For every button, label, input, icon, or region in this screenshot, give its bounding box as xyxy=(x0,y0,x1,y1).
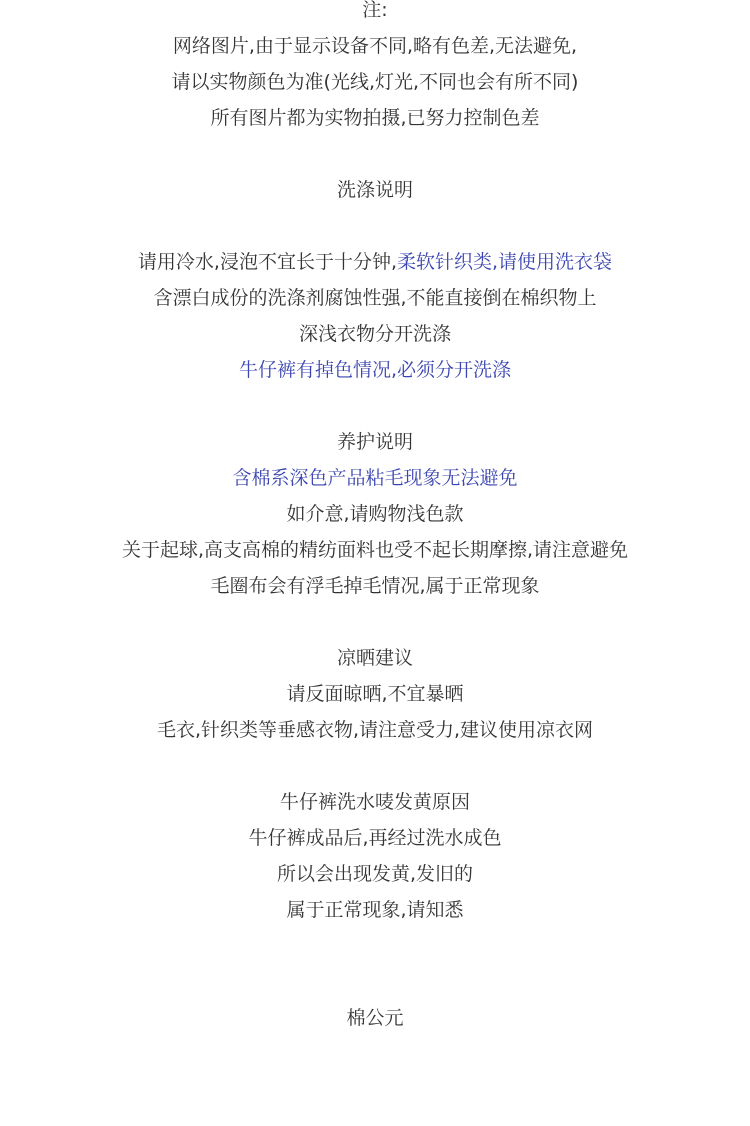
drying-title: 凉晒建议 xyxy=(336,647,413,669)
washing-line-1-highlight: 柔软针织类,请使用洗衣袋 xyxy=(397,251,613,273)
washing-line-1 xyxy=(0,248,750,276)
note-line-1: 网络图片,由于显示设备不同,略有色差,无法避免, xyxy=(172,35,578,57)
jeans-title: 牛仔裤洗水唛发黄原因 xyxy=(279,791,470,813)
care-line-2: 如介意,请购物浅色款 xyxy=(286,503,464,525)
care-title: 养护说明 xyxy=(336,431,413,453)
washing-line-1-plain: 请用冷水,浸泡不宜长于十分钟, xyxy=(137,251,398,273)
washing-line-3: 深浅衣物分开洗涤 xyxy=(298,323,451,345)
washing-line-4: 牛仔裤有掉色情况,必须分开洗涤 xyxy=(238,359,512,381)
washing-line-2: 含漂白成份的洗涤剂腐蚀性强,不能直接倒在棉织物上 xyxy=(153,287,597,309)
care-line-1: 含棉系深色产品粘毛现象无法避免 xyxy=(232,467,518,489)
drying-line-1: 请反面晾晒,不宜暴晒 xyxy=(286,683,464,705)
jeans-line-2: 所以会出现发黄,发旧的 xyxy=(276,863,474,885)
drying-line-2: 毛衣,针织类等垂感衣物,请注意受力,建议使用凉衣网 xyxy=(156,719,594,741)
jeans-line-1: 牛仔裤成品后,再经过洗水成色 xyxy=(248,827,502,849)
brand-name: 棉公元 xyxy=(346,1007,404,1029)
care-line-3: 关于起球,高支高棉的精纺面料也受不起长期摩擦,请注意避免 xyxy=(121,539,629,561)
washing-title: 洗涤说明 xyxy=(336,179,413,201)
note-line-2: 请以实物颜色为准(光线,灯光,不同也会有所不同) xyxy=(171,71,579,93)
note-line-3: 所有图片都为实物拍摄,已努力控制色差 xyxy=(210,107,540,129)
note-title: 注: xyxy=(362,0,388,21)
jeans-line-3: 属于正常现象,请知悉 xyxy=(286,899,464,921)
care-line-4: 毛圈布会有浮毛掉毛情况,属于正常现象 xyxy=(210,575,540,597)
